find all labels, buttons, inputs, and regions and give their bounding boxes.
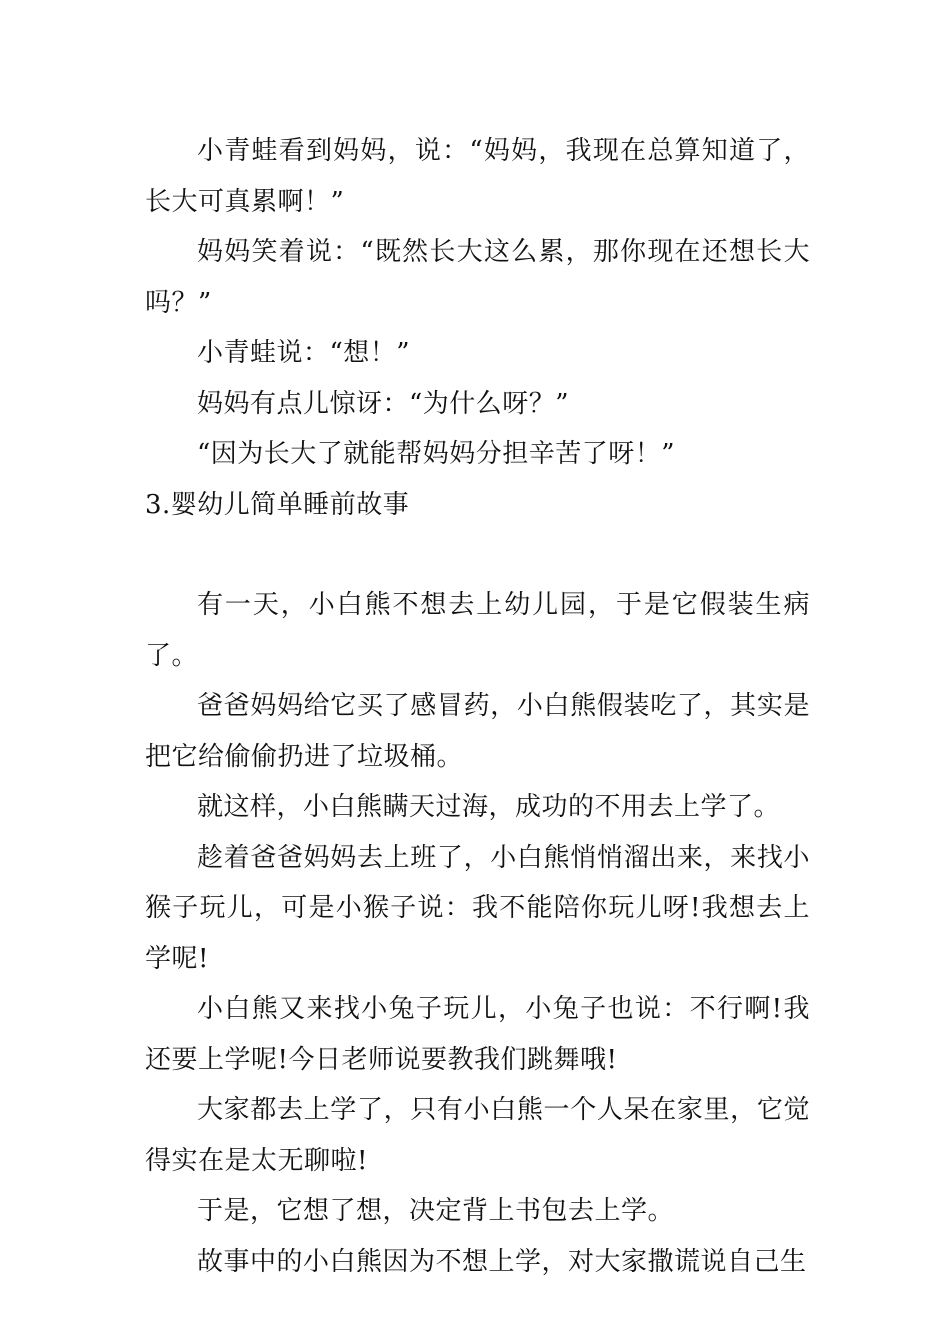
paragraph: 爸爸妈妈给它买了感冒药，小白熊假装吃了，其实是把它给偷偷扔进了垃圾桶。 — [145, 691, 810, 772]
paragraph: “因为长大了就能帮妈妈分担辛苦了呀！” — [197, 439, 676, 469]
paragraph: 趁着爸爸妈妈去上班了，小白熊悄悄溜出来，来找小猴子玩儿，可是小猴子说：我不能陪你玩儿呀!我想去上学呢! — [145, 842, 810, 974]
document-body — [145, 126, 810, 1287]
paragraph: 于是，它想了想，决定背上书包去上学。 — [197, 1196, 675, 1226]
paragraph: 小白熊又来找小兔子玩儿，小兔子也说：不行啊!我还要上学呢!今日老师说要教我们跳舞哦! — [145, 994, 810, 1075]
paragraph: 妈妈笑着说：“既然长大这么累，那你现在还想长大吗？” — [145, 237, 810, 318]
paragraph: 就这样，小白熊瞒天过海，成功的不用去上学了。 — [197, 792, 781, 822]
paragraph: 小青蛙看到妈妈，说：“妈妈，我现在总算知道了，长大可真累啊！” — [145, 136, 810, 217]
paragraph: 有一天，小白熊不想去上幼儿园，于是它假装生病了。 — [145, 590, 810, 671]
section-heading: 3.婴幼儿简单睡前故事 — [145, 489, 410, 520]
paragraph: 大家都去上学了，只有小白熊一个人呆在家里，它觉得实在是太无聊啦! — [145, 1095, 810, 1176]
paragraph: 故事中的小白熊因为不想上学，对大家撒谎说自己生 — [197, 1246, 807, 1277]
paragraph: 妈妈有点儿惊讶：“为什么呀？” — [197, 388, 570, 419]
paragraph: 小青蛙说：“想！” — [197, 338, 411, 368]
